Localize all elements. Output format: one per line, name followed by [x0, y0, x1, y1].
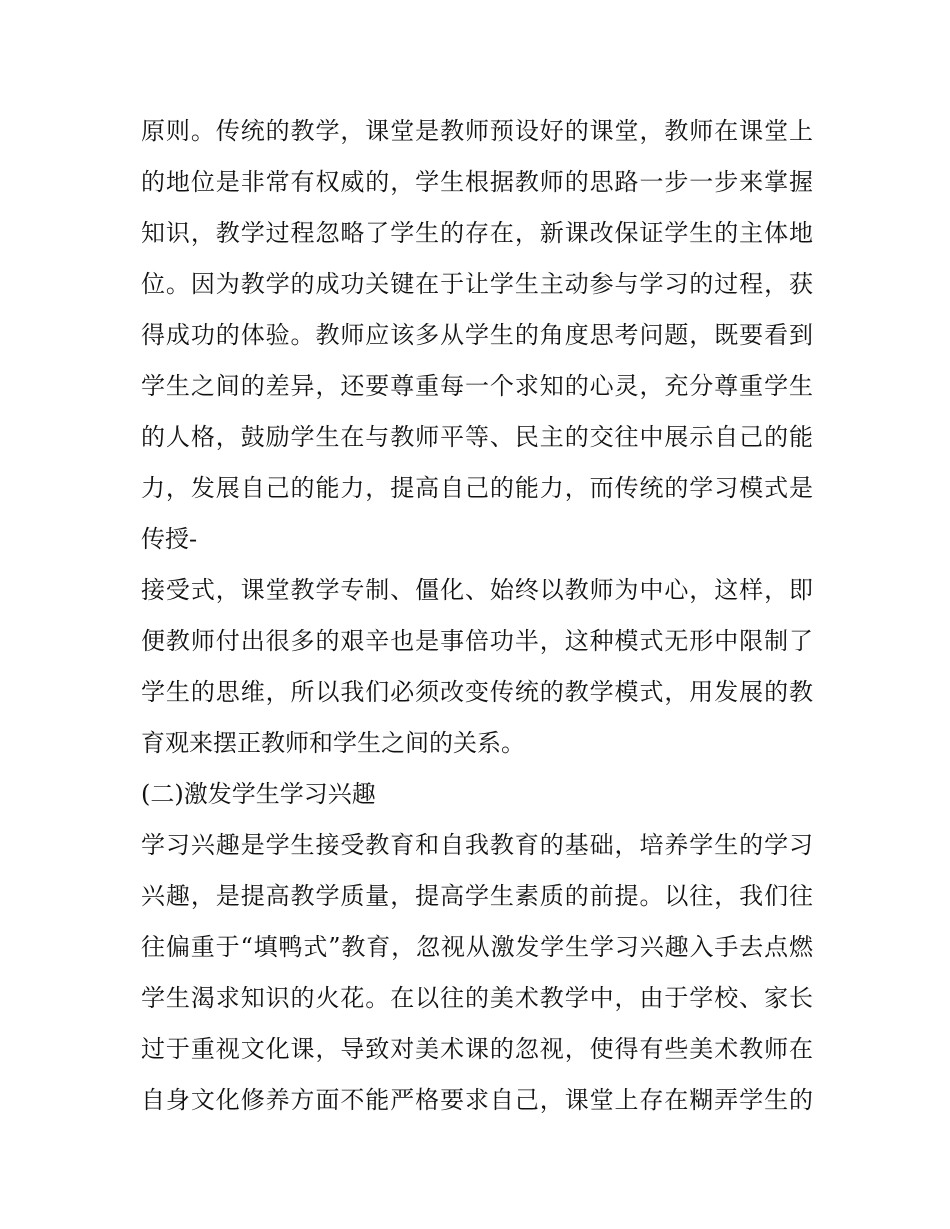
- text-line: 便教师付出很多的艰辛也是事倍功半，这种模式无形中限制了: [141, 627, 813, 655]
- text-line: 学生之间的差异，还要尊重每一个求知的心灵，充分尊重学生: [141, 372, 813, 400]
- text-line: 学习兴趣是学生接受教育和自我教育的基础，培养学生的学习: [141, 831, 813, 859]
- text-line: 往偏重于“填鸭式”教育，忽视从激发学生学习兴趣入手去点燃: [141, 933, 813, 961]
- text-line: 得成功的体验。教师应该多从学生的角度思考问题，既要看到: [141, 321, 813, 349]
- text-line: 传授-: [141, 525, 198, 553]
- text-line: 学生渴求知识的火花。在以往的美术教学中，由于学校、家长: [141, 984, 813, 1012]
- text-line: 原则。传统的教学，课堂是教师预设好的课堂，教师在课堂上: [141, 117, 813, 145]
- text-line: 的地位是非常有权威的，学生根据教师的思路一步一步来掌握: [141, 168, 813, 196]
- text-line: 力，发展自己的能力，提高自己的能力，而传统的学习模式是: [141, 474, 813, 502]
- text-line: 位。因为教学的成功关键在于让学生主动参与学习的过程，获: [141, 270, 813, 298]
- text-line: 学生的思维，所以我们必须改变传统的教学模式，用发展的教: [141, 678, 813, 706]
- text-line: 接受式，课堂教学专制、僵化、始终以教师为中心，这样，即: [141, 576, 813, 604]
- body-text: [141, 106, 813, 1126]
- section-heading: (二)激发学生学习兴趣: [141, 780, 376, 808]
- text-line: 兴趣，是提高教学质量，提高学生素质的前提。以往，我们往: [141, 882, 813, 910]
- text-line: 知识，教学过程忽略了学生的存在，新课改保证学生的主体地: [141, 219, 813, 247]
- text-line: 育观来摆正教师和学生之间的关系。: [141, 729, 525, 757]
- text-line: 自身文化修养方面不能严格要求自己，课堂上存在糊弄学生的: [141, 1086, 813, 1114]
- text-line: 的人格，鼓励学生在与教师平等、民主的交往中展示自己的能: [141, 423, 813, 451]
- text-line: 过于重视文化课，导致对美术课的忽视，使得有些美术教师在: [141, 1035, 813, 1063]
